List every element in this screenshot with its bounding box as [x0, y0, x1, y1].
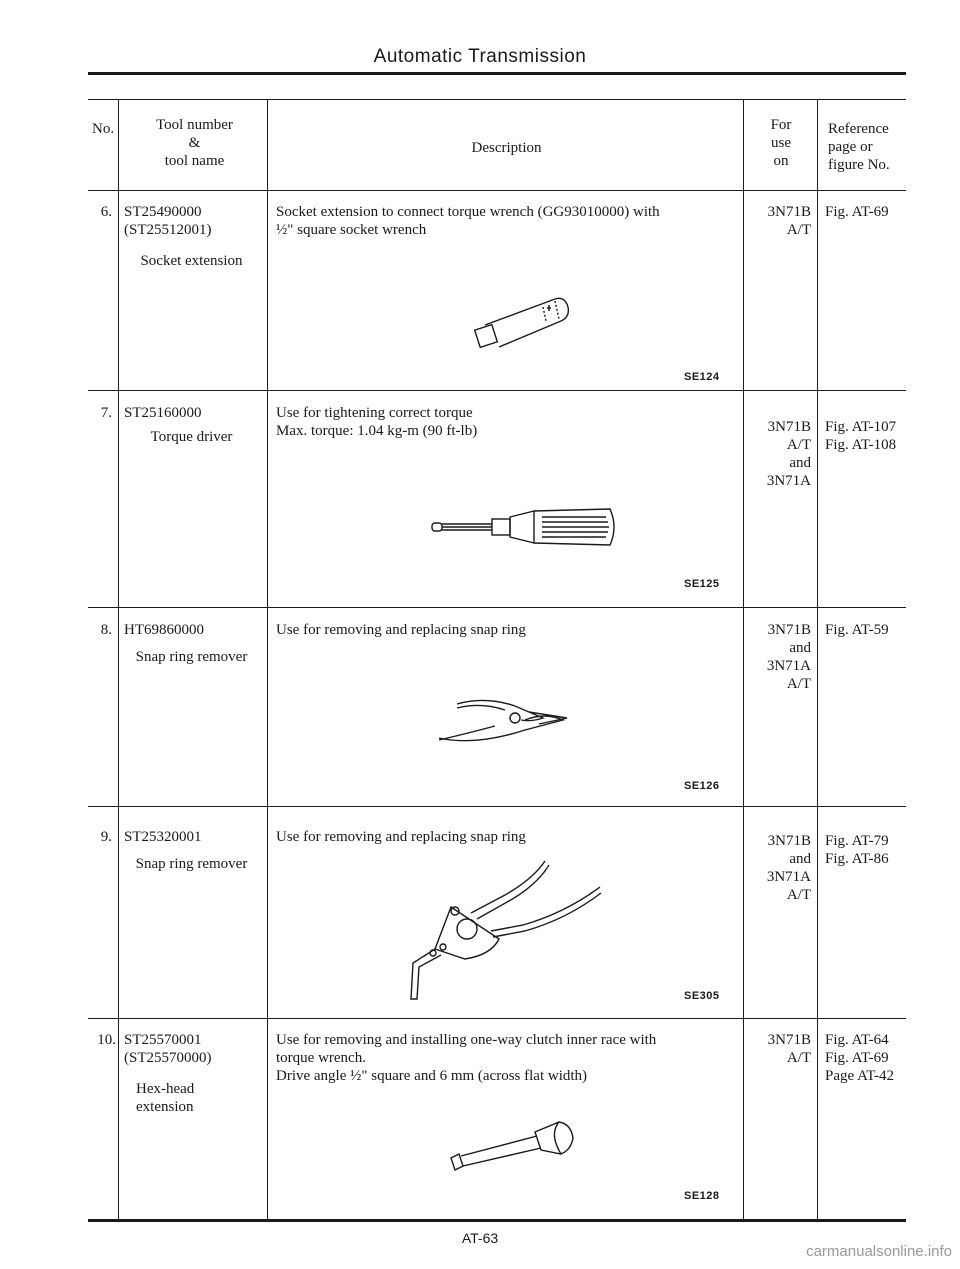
page-footer: AT-63: [461, 1230, 499, 1246]
tool-name: Hex-head extension: [136, 1081, 195, 1115]
row-number: 6.: [100, 204, 112, 220]
description: Use for removing and replacing snap ring: [276, 829, 526, 845]
tool-number: ST25490000 (ST25512001): [124, 204, 212, 238]
figure-code: SE128: [684, 1190, 720, 1202]
for-use: 3N71B A/T: [767, 1032, 811, 1066]
header-rule: [88, 99, 906, 100]
hex-head-extension-icon: [445, 1118, 580, 1178]
tool-name: Snap ring remover: [135, 856, 248, 872]
header-reference: Reference page or figure No.: [828, 121, 890, 173]
row-number: 9.: [100, 829, 112, 845]
page-title: Automatic Transmission: [373, 46, 587, 67]
bottom-rule: [88, 1219, 906, 1222]
figure-code: SE124: [684, 371, 720, 383]
figure-code: SE126: [684, 780, 720, 792]
reference: Fig. AT-64 Fig. AT-69 Page AT-42: [825, 1032, 895, 1084]
row-number: 8.: [100, 622, 112, 638]
snap-ring-pliers-icon: [435, 690, 575, 750]
row-divider: [88, 607, 906, 608]
description: Use for removing and replacing snap ring: [276, 622, 526, 638]
row-divider: [88, 806, 906, 807]
column-divider: [118, 100, 119, 1219]
row-divider: [88, 190, 906, 191]
description: Use for removing and installing one-way clutch inner race with torque wrench. Drive angle ½" square and 6 mm (across flat width): [276, 1032, 657, 1084]
column-divider: [267, 100, 268, 1219]
for-use: 3N71B and 3N71A A/T: [766, 622, 811, 692]
reference: Fig. AT-69: [825, 204, 889, 220]
tool-number: ST25570001 (ST25570000): [124, 1032, 212, 1066]
figure-code: SE125: [684, 578, 720, 590]
socket-extension-icon: [455, 285, 585, 360]
column-divider: [817, 100, 818, 1219]
row-divider: [88, 1018, 906, 1019]
row-number: 7.: [100, 405, 112, 421]
tool-name: Socket extension: [140, 253, 243, 269]
column-divider: [743, 100, 744, 1219]
description: Socket extension to connect torque wrench (GG93010000) with ½" square socket wrench: [276, 204, 660, 238]
watermark: carmanualsonline.info: [806, 1243, 952, 1260]
for-use: 3N71B A/T: [767, 204, 811, 238]
header-for-use: For use on: [770, 117, 792, 169]
tool-name: Snap ring remover: [135, 649, 248, 665]
tool-number: ST25160000: [124, 405, 202, 421]
reference: Fig. AT-59: [825, 622, 889, 638]
tool-number: ST25320001: [124, 829, 202, 845]
torque-driver-icon: [430, 505, 620, 550]
reference: Fig. AT-79 Fig. AT-86: [825, 833, 889, 867]
description: Use for tightening correct torque Max. torque: 1.04 kg-m (90 ft-lb): [276, 405, 478, 439]
for-use: 3N71B and 3N71A A/T: [766, 833, 811, 903]
for-use: 3N71B A/T and 3N71A: [766, 419, 811, 489]
top-rule: [88, 72, 906, 75]
header-no: No.: [92, 121, 115, 137]
row-number: 10.: [97, 1032, 116, 1048]
reference: Fig. AT-107 Fig. AT-108: [825, 419, 897, 453]
header-tool: Tool number & tool name: [156, 117, 233, 169]
snap-ring-remover-icon: [395, 855, 605, 1003]
tool-number: HT69860000: [124, 622, 204, 638]
row-divider: [88, 390, 906, 391]
tool-name: Torque driver: [150, 429, 233, 445]
figure-code: SE305: [684, 990, 720, 1002]
header-description: Description: [471, 140, 542, 156]
